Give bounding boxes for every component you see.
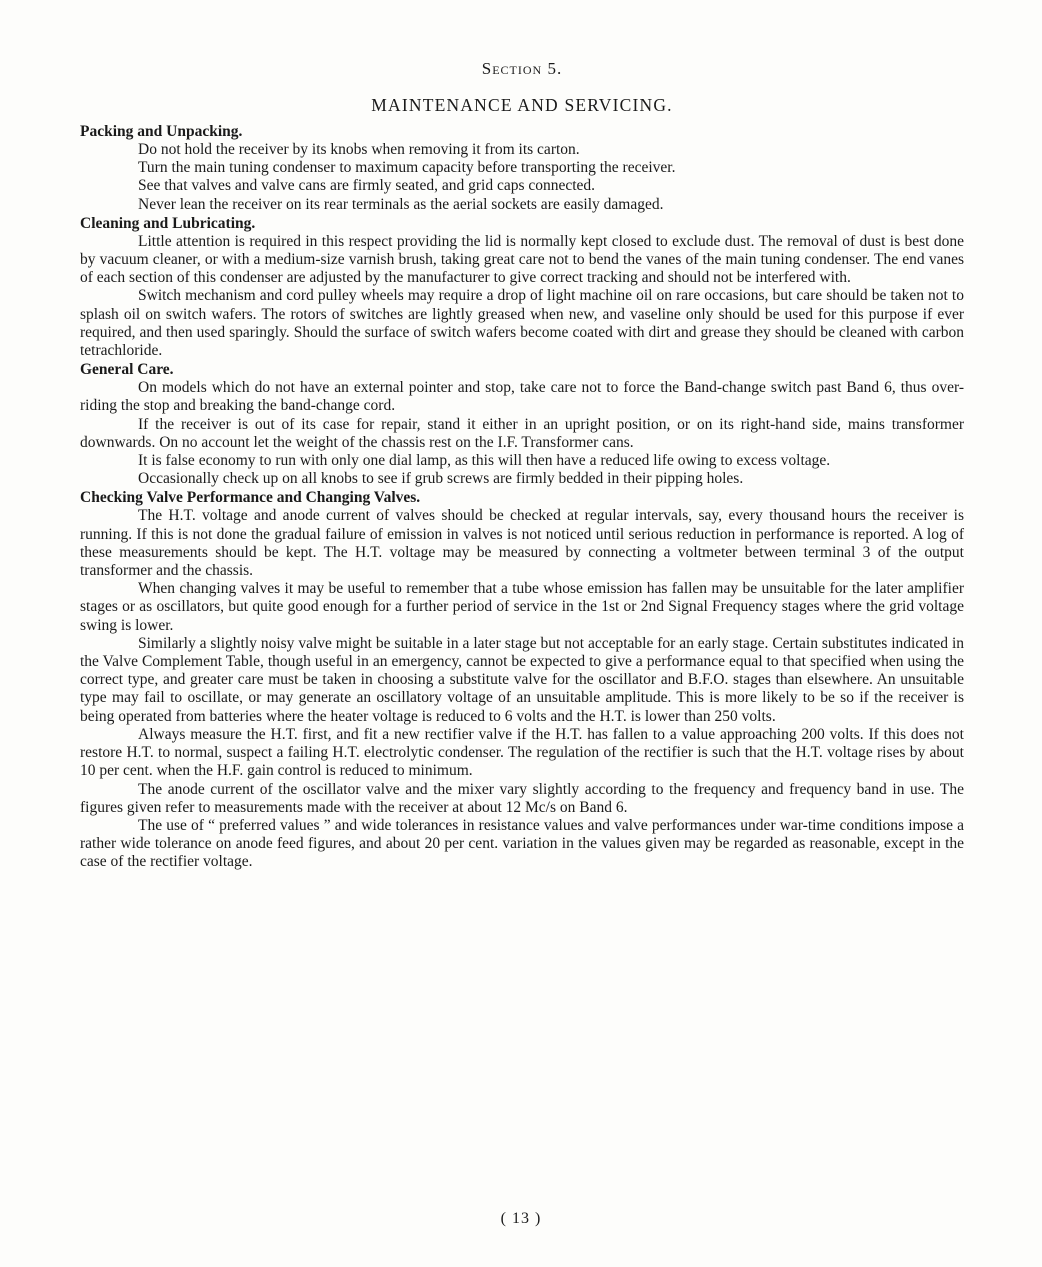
section-heading: Checking Valve Performance and Changing Valves. — [80, 489, 421, 507]
section-heading: Packing and Unpacking. — [80, 123, 243, 140]
section-cleaning — [80, 214, 964, 360]
page-content — [80, 58, 964, 872]
paragraph: Always measure the H.T. first, and fit a new rectifier valve if the H.T. has fallen to a value approaching 200 volts. If this does not restore H.T. to normal, suspect a failing H.T. electrolytic condenser. The regulation of the rectifier is such that the H.T. voltage rises by about 10 per cent. when the H.F. gain control is reduced to minimum. — [80, 725, 964, 780]
paragraph: The H.T. voltage and anode current of valves should be checked at regular intervals, say, every thousand hours the receiver is running. If this is not done the gradual failure of emission in valves is not noticed until serious reduction in performance is reported. A log of these measurements should be kept. The H.T. voltage may be measured by connecting a voltmeter between terminal 3 of the output transformer and the chassis. — [80, 507, 964, 580]
paragraph: When changing valves it may be useful to remember that a tube whose emission has fallen may be unsuitable for the later amplifier stages or as oscillators, but quite good enough for a further period of service in the 1st or 2nd Signal Frequency stages where the grid voltage swing is lower. — [80, 580, 964, 634]
paragraph: Occasionally check up on all knobs to see if grub screws are firmly bedded in their pipping holes. — [138, 470, 744, 488]
paragraph: Similarly a slightly noisy valve might be suitable in a later stage but not acceptable for an early stage. Certain substitutes indicated in the Valve Complement Table, though useful in an emergency, cannot be expected to give a performance equal to that specified when using the correct type, and greater care must be taken in choosing a substitute valve for the oscillator and B.F.O. stages than elsewhere. An unsuitable type may fail to oscillate, or may generate an oscillatory voltage of an unsuitable amplitude. This is more likely to be so if the receiver is being operated from batteries where the heater voltage is reduced to 6 volts and the H.T. is lower than 250 volts. — [80, 634, 964, 725]
section-packing — [80, 122, 964, 214]
paragraph: The use of “ preferred values ” and wide tolerances in resistance values and valve performances under war-time conditions impose a rather wide tolerance on anode feed figures, and about 20 per cent. variation in the values given may be regarded as reasonable, except in the case of the rectifier voltage. — [80, 816, 964, 871]
paragraph: Do not hold the receiver by its knobs when removing it from its carton. — [138, 141, 580, 158]
section-general-care — [80, 360, 964, 488]
paragraph: If the receiver is out of its case for repair, stand it either in an upright position, or on its right-hand side, mains transformer downwards. On no account let the weight of the chassis rest on the I.F. Transformer cans. — [80, 415, 964, 451]
section-heading: Cleaning and Lubricating. — [80, 214, 256, 232]
paragraph: Turn the main tuning condenser to maximum capacity before transporting the receiver. — [138, 159, 676, 177]
section-label: Section 5. — [481, 59, 563, 78]
paragraph: Little attention is required in this respect providing the lid is normally kept closed to exclude dust. The removal of dust is best done by vacuum cleaner, or with a medium-size varnish brush, taking great care not to bend the vanes of the main tuning condenser. The end vanes of each section of this condenser are adjusted by the manufacturer to give correct tracking and should not be interfered with. — [80, 232, 964, 287]
page-title: MAINTENANCE AND SERVICING. — [371, 95, 673, 115]
page-number: ( 13 ) — [500, 1210, 542, 1227]
paragraph: On models which do not have an external pointer and stop, take care not to force the Band-change switch past Band 6, thus over-riding the stop and breaking the band-change cord. — [80, 379, 964, 415]
paragraph: See that valves and valve cans are firmly seated, and grid caps connected. — [138, 177, 596, 195]
section-heading: General Care. — [80, 361, 174, 379]
paragraph: The anode current of the oscillator valve and the mixer vary slightly according to the frequency and frequency band in use. The figures given refer to measurements made with the receiver at about 12 Mc/s on Band 6. — [80, 780, 964, 816]
section-valve-performance — [80, 488, 964, 871]
paragraph: It is false economy to run with only one dial lamp, as this will then have a reduced life owing to excess voltage. — [138, 452, 831, 470]
paragraph: Switch mechanism and cord pulley wheels may require a drop of light machine oil on rare occasions, but care should be taken not to splash oil on switch wafers. The rotors of switches are lightly greased when new, and vaseline only should be used for this purpose if ever required, and then used sparingly. Should the surface of switch wafers become coated with dirt and grease they should be cleaned with carbon tetrachloride. — [80, 287, 964, 360]
paragraph: Never lean the receiver on its rear terminals as the aerial sockets are easily damaged. — [138, 195, 664, 213]
